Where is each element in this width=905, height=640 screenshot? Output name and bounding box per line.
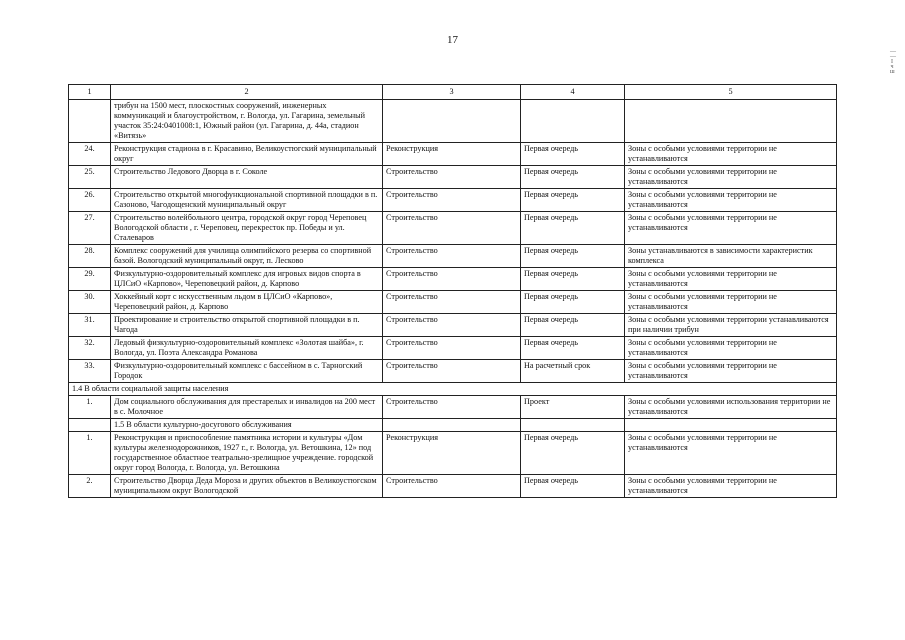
cell-stage: Первая очередь [521,166,625,189]
cell-zone [625,419,837,432]
cell-type: Строительство [383,360,521,383]
table-row [69,245,837,268]
column-header: 1 [69,85,111,100]
cell-name: Строительство открытой многофункциональной спортивной площадки в п. Сазоново, Чагодощенский муниципальный округ [111,189,383,212]
cell-type: Строительство [383,475,521,498]
cell-stage [521,100,625,143]
cell-zone: Зоны с особыми условиями территории не устанавливаются [625,143,837,166]
culture-rows [69,432,837,498]
cell-type [383,100,521,143]
cell-num [69,419,111,432]
table-row [69,268,837,291]
cell-num: 25. [69,166,111,189]
table-header-row [69,85,837,100]
cell-type: Строительство [383,189,521,212]
cell-zone: Зоны с особыми условиями территории не устанавливаются [625,291,837,314]
cell-zone [625,100,837,143]
cell-num: 29. [69,268,111,291]
cell-zone: Зоны с особыми условиями территории не устанавливаются [625,212,837,245]
cell-name: Комплекс сооружений для училища олимпийского резерва со спортивной базой. Вологодский муниципальный округ, п. Лесково [111,245,383,268]
cell-stage: Первая очередь [521,245,625,268]
section-heading-culture: 1.5 В области культурно-досугового обслуживания [111,419,383,432]
cell-num: 31. [69,314,111,337]
cell-name: Физкультурно-оздоровительный комплекс с бассейном в с. Тарногский Городок [111,360,383,383]
cell-name: Строительство Дворца Деда Мороза и других объектов в Великоустюгском муниципальном округ Вологодской [111,475,383,498]
section-row [69,383,837,396]
cell-name: Строительство волейбольного центра, городской округ город Череповец Вологодской области , г. Череповец, перекресток пр. Победы и ул. Сталеваров [111,212,383,245]
cell-zone: Зоны с особыми условиями территории не устанавливаются [625,166,837,189]
cell-zone: Зоны с особыми условиями территории не устанавливаются [625,268,837,291]
column-header: 4 [521,85,625,100]
column-header: 5 [625,85,837,100]
cell-zone: Зоны с особыми условиями территории не устанавливаются [625,360,837,383]
cell-num: 32. [69,337,111,360]
cell-stage: Первая очередь [521,268,625,291]
cell-zone: Зоны с особыми условиями территории не устанавливаются [625,432,837,475]
cell-stage: Первая очередь [521,212,625,245]
cell-num: 27. [69,212,111,245]
cell-zone: Зоны с особыми условиями территории не устанавливаются [625,337,837,360]
cell-stage: Первая очередь [521,291,625,314]
table-row [69,212,837,245]
table-row [69,189,837,212]
cell-name: Строительство Ледового Дворца в г. Соколе [111,166,383,189]
cell-stage: Первая очередь [521,432,625,475]
table-row [69,314,837,337]
table-row [69,291,837,314]
cell-type: Строительство [383,337,521,360]
table-row [69,337,837,360]
section-heading-social: 1.4 В области социальной защиты населения [69,383,837,396]
cell-stage [521,419,625,432]
social-rows [69,396,837,419]
cell-num [69,100,111,143]
cell-num: 26. [69,189,111,212]
cell-zone: Зоны устанавливаются в зависимости характеристик комплекса [625,245,837,268]
table-row [69,360,837,383]
cell-name: Дом социального обслуживания для престарелых и инвалидов на 200 мест в с. Молочное [111,396,383,419]
table-row [69,475,837,498]
cell-stage: Первая очередь [521,475,625,498]
cell-type: Строительство [383,396,521,419]
column-header: 3 [383,85,521,100]
cell-stage: Первая очередь [521,314,625,337]
cell-name: трибун на 1500 мест, плоскостных сооружений, инженерных коммуникаций и благоустройством, г. Вологда, ул. Гагарина, земельный участок 35:24:0401008:1, Южный район (ул. Гагарина, д. 44а, стадион «Витязь» [111,100,383,143]
cell-type: Реконструкция [383,432,521,475]
table-row [69,166,837,189]
cell-type: Строительство [383,314,521,337]
cell-stage: Первая очередь [521,189,625,212]
edge-mark: — — I ч ш [890,49,896,75]
table-row [69,396,837,419]
cell-name: Реконструкция и приспособление памятника истории и культуры «Дом культуры железнодорожников, 1927 г., г. Вологда, ул. Ветошкина, 12» под государственное областное театрально-зрелищное учреждение. городской округ город Вологда, г. Вологда, ул. Ветошкина [111,432,383,475]
sport-rows [69,143,837,383]
page-number: 17 [447,34,458,46]
column-header: 2 [111,85,383,100]
cell-name: Хоккейный корт с искусственным льдом в ЦЛСиО «Карпово», Череповецкий район, д. Карпово [111,291,383,314]
cell-zone: Зоны с особыми условиями территории не устанавливаются [625,475,837,498]
cell-name: Проектирование и строительство открытой спортивной площадки в п. Чагода [111,314,383,337]
cell-type: Строительство [383,166,521,189]
cell-type: Строительство [383,245,521,268]
cell-num: 1. [69,432,111,475]
cell-num: 33. [69,360,111,383]
section-row [69,419,837,432]
cell-zone: Зоны с особыми условиями территории устанавливаются при наличии трибун [625,314,837,337]
document-table [68,84,837,498]
table-row [69,143,837,166]
cell-type: Строительство [383,268,521,291]
table-row-continuation [69,100,837,143]
cell-num: 24. [69,143,111,166]
cell-zone: Зоны с особыми условиями использования территории не устанавливаются [625,396,837,419]
cell-num: 30. [69,291,111,314]
cell-type: Строительство [383,212,521,245]
cell-name: Ледовый физкультурно-оздоровительный комплекс «Золотая шайба», г. Вологда, ул. Поэта Александра Романова [111,337,383,360]
cell-zone: Зоны с особыми условиями территории не устанавливаются [625,189,837,212]
cell-num: 2. [69,475,111,498]
cell-name: Реконструкция стадиона в г. Красавино, Великоустюгский муниципальный округ [111,143,383,166]
cell-num: 1. [69,396,111,419]
cell-type: Строительство [383,291,521,314]
cell-type: Реконструкция [383,143,521,166]
table-row [69,432,837,475]
cell-stage: Первая очередь [521,143,625,166]
cell-type [383,419,521,432]
cell-name: Физкультурно-оздоровительный комплекс для игровых видов спорта в ЦЛСиО «Карпово», Череповецкий район, д. Карпово [111,268,383,291]
cell-num: 28. [69,245,111,268]
cell-stage: Первая очередь [521,337,625,360]
cell-stage: Проект [521,396,625,419]
cell-stage: На расчетный срок [521,360,625,383]
